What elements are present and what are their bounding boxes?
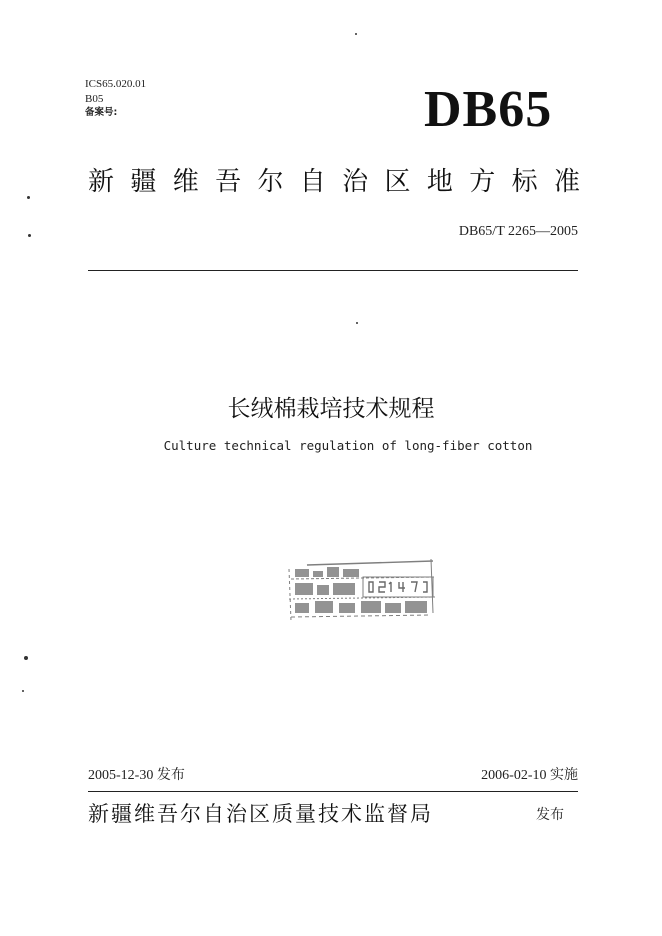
standard-type-char: 自: [299, 167, 326, 197]
title-english: Culture technical regulation of long-fiber cotton: [163, 438, 533, 453]
publish-label: 发布: [536, 807, 564, 823]
db-code-logo: DB65: [424, 81, 553, 138]
standard-type-char: 维: [172, 167, 199, 197]
standard-type-char: 治: [342, 167, 369, 197]
scan-speck: [355, 33, 357, 35]
top-divider: [88, 270, 578, 271]
scan-speck: [28, 234, 31, 237]
standard-type-heading: [88, 165, 580, 199]
scan-speck: [24, 656, 28, 660]
standard-type-char: 准: [553, 167, 580, 197]
scan-speck: [22, 690, 24, 692]
scan-speck: [356, 322, 358, 324]
standard-type-char: 方: [469, 167, 496, 197]
publisher-name: 新疆维吾尔自治区质量技术监督局: [88, 802, 433, 826]
library-stamp-image: [285, 555, 437, 627]
title-chinese: 长绒棉栽培技术规程: [227, 396, 435, 422]
standard-number: DB65/T 2265—2005: [458, 224, 578, 239]
ccs-code: B05: [85, 93, 104, 105]
bottom-divider: [88, 791, 578, 792]
standard-type-char: 地: [426, 167, 453, 197]
record-number-label: 备案号:: [85, 107, 118, 118]
standard-type-char: 标: [511, 167, 538, 197]
ics-code: ICS65.020.01: [85, 78, 147, 90]
standard-type-char: 尔: [257, 167, 284, 197]
implementation-date: 2006-02-10 实施: [481, 768, 578, 783]
standard-type-char: 区: [384, 167, 411, 197]
standard-type-char: 吾: [215, 167, 242, 197]
scan-speck: [27, 196, 30, 199]
standard-type-char: 新: [88, 167, 115, 197]
issue-date: 2005-12-30 发布: [88, 768, 185, 783]
standard-type-char: 疆: [130, 167, 157, 197]
